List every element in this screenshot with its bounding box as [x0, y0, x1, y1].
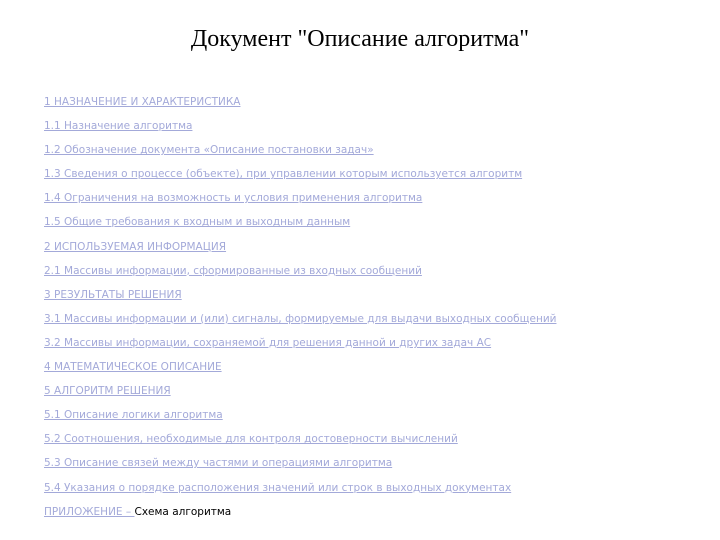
- toc-link-section-5-1[interactable]: 5.1 Описание логики алгоритма: [44, 409, 223, 422]
- toc-link-section-1-5[interactable]: 1.5 Общие требования к входным и выходным данным: [44, 216, 351, 229]
- toc-link-section-2-1[interactable]: 2.1 Массивы информации, сформированные из входных сообщений: [44, 264, 422, 277]
- toc-link-section-1-1[interactable]: 1.1 Назначение алгоритма: [44, 120, 193, 133]
- toc-link-section-1[interactable]: 1 НАЗНАЧЕНИЕ И ХАРАКТЕРИСТИКА: [44, 96, 241, 108]
- toc-link-appendix[interactable]: ПРИЛОЖЕНИЕ –: [44, 505, 135, 518]
- toc-item: [44, 431, 556, 455]
- toc-item: [44, 407, 556, 431]
- toc-item-appendix: [44, 504, 556, 528]
- toc-item: [44, 142, 556, 166]
- toc-item: [44, 480, 556, 504]
- table-of-contents: [44, 94, 556, 528]
- toc-link-section-5[interactable]: 5 АЛГОРИТМ РЕШЕНИЯ: [44, 385, 171, 398]
- toc-link-section-2[interactable]: 2 ИСПОЛЬЗУЕМАЯ ИНФОРМАЦИЯ: [44, 240, 227, 253]
- toc-item: [44, 166, 556, 190]
- toc-item: [44, 287, 556, 311]
- toc-link-section-1-3[interactable]: 1.3 Сведения о процессе (объекте), при управлении которым используется алгоритм: [44, 168, 523, 181]
- toc-item: [44, 239, 556, 263]
- toc-link-section-3-1[interactable]: 3.1 Массивы информации и (или) сигналы, формируемые для выдачи выходных сообщений: [44, 312, 557, 325]
- toc-link-section-1-2[interactable]: 1.2 Обозначение документа «Описание постановки задач»: [44, 144, 374, 157]
- toc-item: [44, 214, 556, 238]
- toc-item: [44, 335, 556, 359]
- toc-link-section-3[interactable]: 3 РЕЗУЛЬТАТЫ РЕШЕНИЯ: [44, 288, 182, 301]
- toc-link-section-3-2[interactable]: 3.2 Массивы информации, сохраняемой для решения данной и других задач АС: [44, 336, 492, 349]
- page-title: Документ "Описание алгоритма": [190, 26, 530, 52]
- toc-item: [44, 455, 556, 479]
- toc-link-section-5-2[interactable]: 5.2 Соотношения, необходимые для контроля достоверности вычислений: [44, 433, 458, 446]
- toc-item: [44, 94, 556, 118]
- toc-item: [44, 383, 556, 407]
- toc-item: [44, 263, 556, 287]
- toc-item: [44, 311, 556, 335]
- toc-item: [44, 190, 556, 214]
- toc-link-section-5-4[interactable]: 5.4 Указания о порядке расположения значений или строк в выходных документах: [44, 481, 512, 494]
- toc-item: [44, 118, 556, 142]
- toc-item: [44, 359, 556, 383]
- appendix-title: Схема алгоритма: [134, 505, 232, 518]
- toc-link-section-1-4[interactable]: 1.4 Ограничения на возможность и условия применения алгоритма: [44, 192, 423, 205]
- toc-link-section-4[interactable]: 4 МАТЕМАТИЧЕСКОЕ ОПИСАНИЕ: [44, 361, 222, 374]
- toc-link-section-5-3[interactable]: 5.3 Описание связей между частями и операциями алгоритма: [44, 457, 393, 470]
